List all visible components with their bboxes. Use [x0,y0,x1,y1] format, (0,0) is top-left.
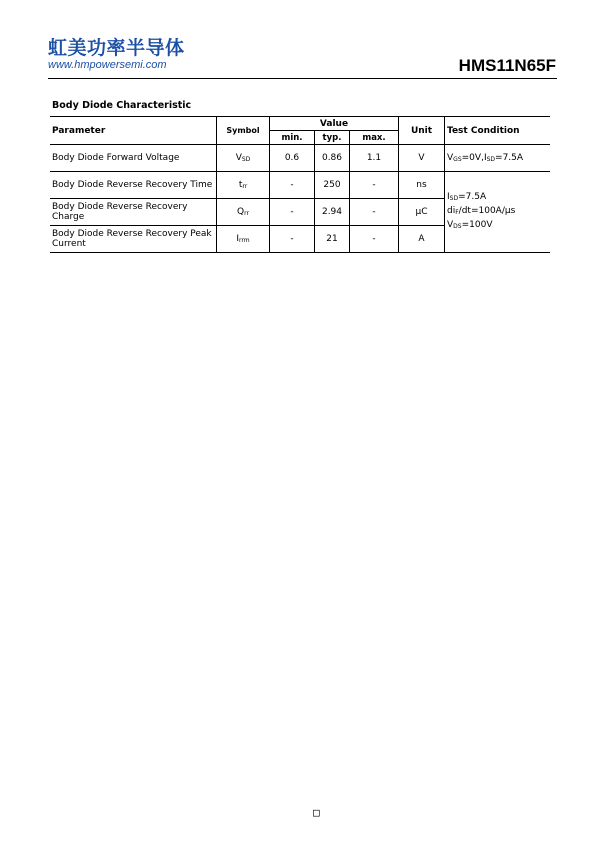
row-min: - [270,172,315,199]
row-parameter: Body Diode Reverse Recovery Charge [50,199,217,226]
row-min: - [270,199,315,226]
row-max: - [350,226,399,253]
header-min: min. [270,131,315,145]
row-min: 0.6 [270,145,315,172]
header-unit: Unit [399,117,445,145]
company-logo-chinese: 虹美功率半导体 [48,37,185,59]
row-test-condition: $V_{GS}=0V,I_{SD}=7.5A$ [445,145,551,172]
row-unit: μC [399,199,445,226]
table-row [50,172,550,199]
header-test-condition: Test Condition [445,117,551,145]
company-website: www.hmpowersemi.com [48,59,167,71]
row-min: - [270,226,315,253]
row-unit: A [399,226,445,253]
body-diode-table [50,116,550,253]
row-typ: 2.94 [315,199,350,226]
header-typ: typ. [315,131,350,145]
header-divider [48,78,557,79]
row-symbol: $I_{rrm}$ [217,226,270,253]
row-symbol: $Q_{rr}$ [217,199,270,226]
row-parameter: Body Diode Reverse Recovery Peak Current [50,226,217,253]
row-unit: V [399,145,445,172]
row-parameter: Body Diode Forward Voltage [50,145,217,172]
header-value: Value [270,117,399,131]
row-typ: 250 [315,172,350,199]
recovery-test-condition: $I_{SD}=7.5A$ $di_F/dt=100A/\mu s$ $V_{DS}=100V$ [445,172,551,253]
row-max: - [350,199,399,226]
part-number: HMS11N65F [458,56,556,75]
row-unit: ns [399,172,445,199]
row-max: - [350,172,399,199]
row-symbol: $t_{rr}$ [217,172,270,199]
row-symbol: $V_{SD}$ [217,145,270,172]
table-row [50,145,550,172]
row-typ: 21 [315,226,350,253]
row-typ: 0.86 [315,145,350,172]
page-number: □ [313,806,320,819]
row-max: 1.1 [350,145,399,172]
header-max: max. [350,131,399,145]
header-parameter: Parameter [50,117,217,145]
section-title: Body Diode Characteristic [52,100,192,111]
header-symbol: Symbol [217,117,270,145]
row-parameter: Body Diode Reverse Recovery Time [50,172,217,199]
